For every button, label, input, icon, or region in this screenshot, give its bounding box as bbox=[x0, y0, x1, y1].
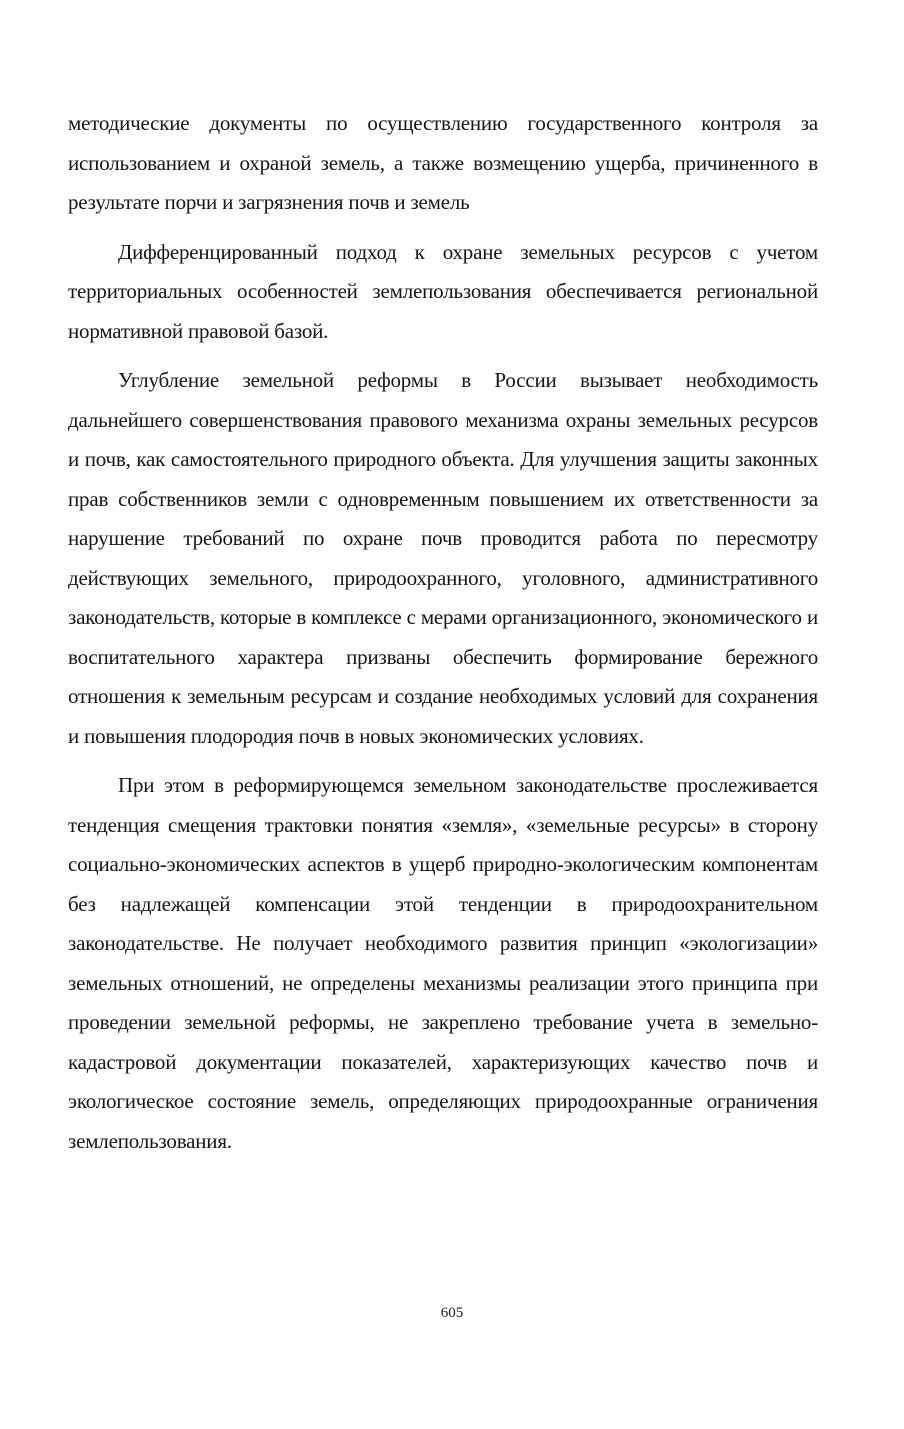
document-body bbox=[68, 104, 818, 1171]
paragraph-3: Углубление земельной реформы в России вызывает необходимость дальнейшего совершенствования правового механизма охраны земельных ресурсов и почв, как самостоятельного природного объекта. Для улучшения защиты законных прав собственников земли с одновременным повышением их ответственности за нарушение требований по охране почв проводится работа по пересмотру действующих земельного, природоохранного, уголовного, административного законодательств, которые в комплексе с мерами организационного, экономического и воспитательного характера призваны обеспечить формирование бережного отношения к земельным ресурсам и создание необходимых условий для сохранения и повышения плодородия почв в новых экономических условиях. bbox=[68, 368, 818, 748]
paragraph-1: методические документы по осуществлению государственного контроля за использованием и охраной земель, а также возмещению ущерба, причиненного в результате порчи и загрязнения почв и земель bbox=[68, 111, 818, 214]
paragraph-4: При этом в реформирующемся земельном законодательстве прослеживается тенденция смещения трактовки понятия «земля», «земельные ресурсы» в сторону социально-экономических аспектов в ущерб природно-экологическим компонентам без надлежащей компенсации этой тенденции в природоохранительном законодательстве. Не получает необходимого развития принцип «экологизации» земельных отношений, не определены механизмы реализации этого принципа при проведении земельной реформы, не закреплено требование учета в земельно-кадастровой документации показателей, характеризующих качество почв и экологическое состояние земель, определяющих природоохранные ограничения землепользования. bbox=[68, 773, 818, 1153]
paragraph-2: Дифференцированный подход к охране земельных ресурсов с учетом территориальных особенностей землепользования обеспечивается региональной нормативной правовой базой. bbox=[68, 239, 818, 343]
page-number: 605 bbox=[440, 1305, 464, 1321]
